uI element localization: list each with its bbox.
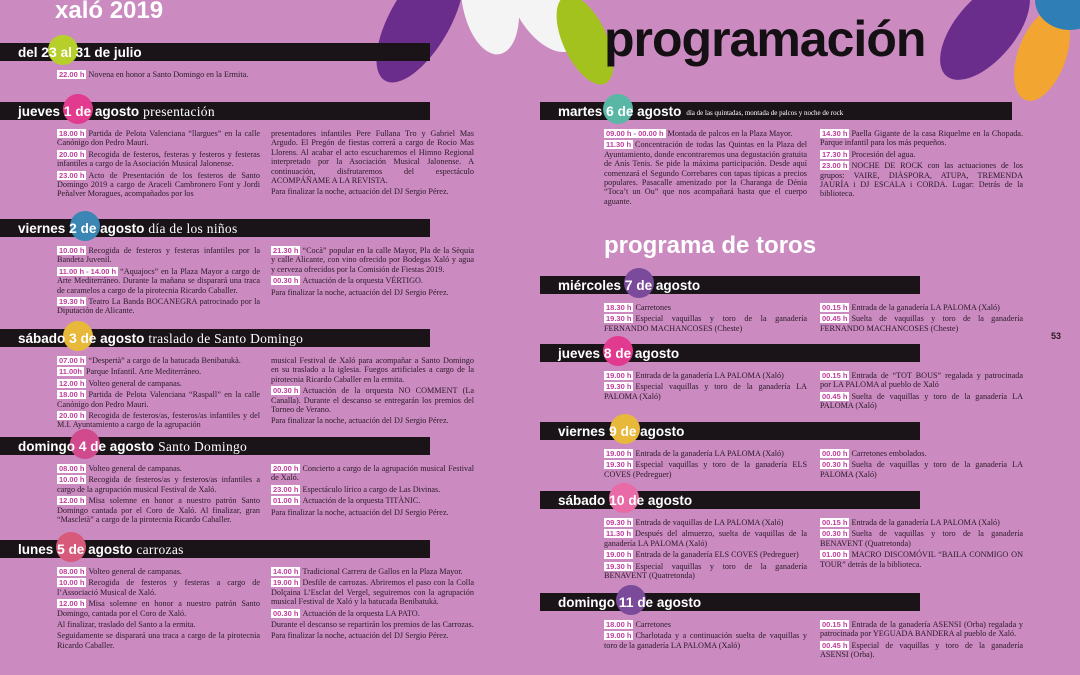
day-header-label [18, 329, 303, 347]
event-time-badge: 18.00 h [59, 129, 85, 138]
day-header-label [18, 219, 238, 237]
date-number: 11 [618, 594, 634, 610]
day-subtitle: presentación [143, 104, 215, 119]
date-suffix: de agosto [86, 439, 155, 454]
event-time-badge: 19.00 h [273, 578, 299, 588]
event-item [57, 70, 260, 79]
event-time-badge: 19.30 h [606, 460, 632, 470]
event-item [820, 161, 1023, 199]
event-time-badge: 10.00 h [59, 578, 85, 588]
event-text: Para finalizar la noche, actuación del DJ Sergio Pérez. [271, 631, 449, 641]
event-item [57, 150, 260, 169]
event-item [271, 129, 474, 185]
event-item [820, 371, 1023, 390]
date-prefix: lunes [18, 542, 58, 557]
date-suffix: de agosto [76, 221, 145, 236]
event-time-badge: 11.30 h [606, 529, 632, 539]
event-item [820, 529, 1023, 548]
event-time-badge: 19.30 h [59, 297, 85, 307]
event-item [57, 411, 260, 430]
event-time-badge: 00.15 h [822, 371, 848, 380]
event-item [604, 460, 807, 479]
event-column [604, 620, 807, 652]
event-column [820, 518, 1023, 571]
date-prefix: del [18, 45, 42, 60]
event-text: Después del almuerzo, suelta de vaquillas de la ganadería LA PALOMA (Xaló) [604, 529, 807, 548]
event-item [271, 276, 474, 285]
event-item [57, 599, 260, 618]
event-text: Especial vaquillas y toro de la ganadería FERNANDO MACHANCOSES (Cheste) [604, 314, 807, 333]
event-item [57, 578, 260, 597]
event-time-badge: 09.30 h [606, 518, 632, 527]
day-header-bar [540, 276, 920, 294]
day-header-label [18, 102, 215, 120]
event-text: Procesión del agua. [851, 149, 916, 159]
event-item [57, 464, 260, 473]
day-header-bar [0, 219, 430, 237]
event-column [820, 303, 1023, 335]
event-text: Para finalizar la noche, actuación del DJ Sergio Pérez. [271, 187, 449, 197]
event-text: Especial vaquillas y toro de la ganadería ELS COVES (Pedreguer) [604, 460, 807, 479]
event-item [57, 367, 260, 376]
event-text: Recogida de festeros, festeras y festeros y festeras infantiles a cargo de la Asociación Musical Jalonense. [57, 149, 260, 169]
event-text: Entrada de la ganadería LA PALOMA (Xaló) [635, 371, 784, 380]
event-column [271, 246, 474, 299]
event-text: NOCHE DE ROCK con las actuaciones de los grupos: VAIRE, DIÀSPORA, ATUPA, TREMENDA JAURÍA i DJ ESCALA i CORDA. Lugar: Detrás de la biblioteca. [820, 161, 1023, 199]
event-time-badge: 00.30 h [822, 460, 848, 470]
event-item [57, 267, 260, 295]
event-text: Volteo general de campanas. [88, 464, 182, 473]
day-header-bar [540, 491, 920, 509]
event-time-badge: 22.00 h [59, 70, 85, 79]
event-text: Para finalizar la noche, actuación del DJ Sergio Pérez. [271, 507, 449, 517]
event-time-badge: 11.30 h [606, 140, 632, 150]
day-header-label [558, 491, 692, 509]
date-prefix: domingo [18, 439, 79, 454]
event-column [604, 129, 807, 208]
event-text: Suelta de vaquillas y toro de la ganadería LA PALOMA (Xaló) [820, 460, 1023, 479]
date-prefix: domingo [558, 595, 619, 610]
event-time-badge: 21.30 h [273, 246, 299, 255]
event-item [57, 620, 260, 629]
day-subtitle: carrozas [136, 542, 184, 557]
event-item [57, 631, 260, 650]
event-item [271, 416, 474, 425]
event-column [271, 129, 474, 199]
event-text: Entrada de la ganadería LA PALOMA (Xaló) [635, 449, 784, 458]
event-item [57, 390, 260, 409]
event-item [820, 620, 1023, 639]
event-item [271, 578, 474, 606]
event-time-badge: 19.30 h [606, 561, 632, 571]
date-suffix: de agosto [633, 595, 702, 610]
event-text: Volteo general de campanas. [88, 567, 182, 576]
event-column [604, 371, 807, 403]
event-time-badge: 23.00 h [822, 161, 848, 171]
event-item [271, 246, 474, 274]
date-number: 7 [624, 277, 633, 293]
event-column [820, 449, 1023, 481]
event-item [604, 631, 807, 650]
event-item [604, 314, 807, 333]
event-item [57, 496, 260, 524]
event-text: “Cocà” popular en la calle Mayor, Pla de la Sèquia y calle Alicante, con vino ofrecido por Bodegas Xaló y agua y cerveza ofrecidos por la Comisión de Fiestas 2019. [271, 246, 474, 274]
day-subtitle: Santo Domingo [158, 439, 248, 454]
event-item [604, 562, 807, 581]
date-suffix: de agosto [76, 331, 145, 346]
event-text: Actuación de la orquesta NO COMMENT (La Canalla). Durante el descanso se entregarán los premios del Torneo de Verano. [271, 386, 474, 415]
event-item [271, 496, 474, 505]
event-text: MACRO DISCOMÓVIL “BAILA CONMIGO ON TOUR” detrás de la biblioteca. [820, 550, 1023, 569]
event-text: Concierto a cargo de la agrupación musical Festival de Xaló. [271, 464, 474, 483]
day-header-label [18, 437, 247, 455]
event-time-badge: 00.45 h [822, 391, 848, 401]
date-prefix: jueves [18, 104, 64, 119]
event-time-badge: 00.15 h [822, 303, 848, 312]
day-header-label [558, 276, 700, 294]
event-time-badge: 19.00 h [606, 449, 632, 458]
event-time-badge: 18.30 h [606, 303, 632, 312]
date-prefix: martes [558, 104, 607, 119]
event-item [271, 567, 474, 576]
event-text: Partida de Pelota Valenciana “Raspall” en la calle Canónigo don Pedro Mauri. [57, 390, 260, 409]
event-column [604, 449, 807, 481]
event-text: Entrada de “TOT BOUS” regalada y patrocinada por LA PALOMA al pueblo de Xaló [820, 371, 1023, 390]
day-header-label [558, 102, 843, 120]
event-item [271, 620, 474, 629]
event-item [271, 631, 474, 640]
event-text: Parque Infantil. Arte Mediterráneo. [85, 367, 202, 377]
date-suffix: de agosto [64, 542, 133, 557]
event-text: Partida de Pelota Valenciana “llargues” en la calle Canónigo don Pedro Mauri. [57, 129, 260, 148]
event-column [271, 567, 474, 643]
event-item [57, 475, 260, 494]
day-header-bar [0, 43, 430, 61]
event-time-badge: 10.00 h [59, 246, 85, 255]
event-item [820, 129, 1023, 148]
date-number: 2 [69, 220, 77, 236]
event-text: Montada de palcos en la Plaza Mayor. [667, 129, 793, 138]
event-text: Recogida de festeros/as y festeros/as infantiles a cargo de la agrupación musical Festival de Xaló. [57, 475, 260, 494]
event-item [271, 508, 474, 517]
event-item [604, 371, 807, 380]
event-time-badge: 18.00 h [606, 620, 632, 629]
event-column [57, 356, 260, 432]
event-item [271, 356, 474, 384]
date-prefix: sábado [558, 493, 610, 508]
event-time-badge: 11.00 h - 14.00 h [59, 266, 117, 276]
event-time-badge: 00.00 h [822, 449, 848, 458]
event-time-badge: 08.00 h [59, 464, 85, 473]
event-time-badge: 14.00 h [273, 567, 299, 576]
event-item [820, 314, 1023, 333]
event-time-badge: 01.00 h [822, 550, 848, 560]
page-number: 53 [1051, 331, 1062, 341]
day-header-bar [0, 102, 430, 120]
day-header-label [558, 344, 679, 362]
event-time-badge: 00.45 h [822, 640, 848, 650]
event-item [820, 150, 1023, 159]
event-text: Paella Gigante de la casa Riquelme en la Chopada. Parque infantil para los más pequeños. [820, 129, 1023, 148]
event-item [57, 356, 260, 365]
event-time-badge: 00.30 h [273, 608, 299, 618]
event-item [820, 460, 1023, 479]
event-time-badge: 19.00 h [606, 631, 632, 641]
event-time-badge: 20.00 h [59, 149, 85, 159]
event-text: Suelta de vaquillas y toro de la ganadería LA PALOMA (Xaló) [820, 391, 1023, 411]
day-header-bar [540, 102, 1012, 120]
event-time-badge: 20.00 h [59, 411, 85, 421]
event-column [604, 303, 807, 335]
date-number: 1 [63, 103, 72, 119]
date-suffix: de agosto [624, 493, 693, 508]
event-column [820, 620, 1023, 662]
event-time-badge: 00.30 h [273, 386, 299, 396]
date-prefix: viernes [18, 221, 70, 236]
day-header-bar [0, 329, 430, 347]
event-text: Para finalizar la noche, actuación del DJ Sergio Pérez. [271, 287, 449, 297]
event-text: Recogida de festeros y festeras infantiles por la Bandeta Juvenil. [57, 246, 260, 265]
day-header-bar [540, 422, 920, 440]
event-item [604, 140, 807, 206]
event-text: Acto de Presentación de los festeros de Santo Domingo 2019 a cargo de Araceli Cambronero Font y Jordi Peñalver Moragues, acompañados por los [57, 170, 260, 199]
event-text: “Aquajocs” en la Plaza Mayor a cargo de Arte Mediterráneo. Durante la mañana se disparará una traca de caramelos a cargo de la pirotecnia Ricardo Caballer. [57, 266, 260, 295]
event-text: musical Festival de Xaló para acompañar a Santo Domingo en su traslado a la iglesia. Fuegos artificiales a cargo de la pirotecnia Ricardo Caballer en la ermita. [271, 356, 474, 384]
event-item [820, 303, 1023, 312]
event-text: Novena en honor a Santo Domingo en la Ermita. [88, 70, 249, 79]
event-item [57, 567, 260, 576]
event-text: Especial vaquillas y toro de la ganadería BENAVENT (Quatretonda) [604, 561, 807, 581]
event-item [271, 187, 474, 196]
event-item [271, 288, 474, 297]
date-prefix: jueves [558, 346, 604, 361]
date-suffix: de agosto [616, 424, 685, 439]
event-column [820, 371, 1023, 413]
event-column [57, 129, 260, 201]
event-time-badge: 23.00 h [273, 484, 299, 494]
event-time-badge: 12.00 h [59, 496, 85, 506]
event-text: Durante el descanso se repartirán los premios de las Carrozas. [271, 620, 474, 630]
day-header-label [18, 43, 142, 61]
event-time-badge: 00.15 h [822, 620, 848, 629]
day-header-label [558, 593, 701, 611]
event-text: Carretones [635, 620, 671, 629]
event-time-badge: 00.15 h [822, 518, 848, 527]
date-suffix: de agosto [613, 104, 682, 119]
event-item [820, 550, 1023, 569]
event-item [271, 485, 474, 494]
event-time-badge: 12.00 h [59, 599, 85, 609]
event-time-badge: 00.45 h [822, 314, 848, 324]
day-header-bar [540, 593, 920, 611]
header-right-title: programación [604, 11, 926, 67]
event-item [604, 620, 807, 629]
date-number: 23 [41, 44, 57, 60]
event-text: Actuación de la orquesta LA PATO. [302, 608, 420, 618]
date-suffix: al 31 de julio [56, 45, 142, 60]
event-text: Al finalizar, traslado del Santo a la ermita. [57, 620, 196, 630]
event-column [57, 246, 260, 318]
event-text: Volteo general de campanas. [88, 378, 182, 388]
day-subtitle: traslado de Santo Domingo [148, 331, 304, 346]
day-subtitle: día de los niños [148, 221, 238, 236]
event-time-badge: 18.00 h [59, 390, 85, 400]
event-item [820, 449, 1023, 458]
event-item [57, 171, 260, 199]
event-time-badge: 01.00 h [273, 496, 299, 506]
event-text: Actuación de la orquesta TITÀNIC. [302, 496, 421, 506]
event-item [604, 518, 807, 527]
event-column [820, 129, 1023, 201]
event-item [57, 379, 260, 388]
event-time-badge: 19.30 h [606, 382, 632, 392]
event-item [271, 609, 474, 618]
event-item [57, 246, 260, 265]
day-header-label [558, 422, 684, 440]
event-time-badge: 19.00 h [606, 550, 632, 560]
day-header-bar [0, 540, 430, 558]
event-column [57, 567, 260, 652]
event-item [820, 641, 1023, 660]
event-text: Espectáculo lírico a cargo de Las Divinas. [302, 484, 441, 494]
event-text: Misa solemne en honor a nuestro patrón Santo Domingo cantada por el Coro de Xaló. Al finalizar, gran “Mascletà” a cargo de la pirotecnia Ricardo Caballer. [57, 496, 260, 525]
event-text: Seguidamente se disparará una traca a cargo de la pirotecnia Ricardo Caballer. [57, 631, 260, 650]
event-text: Entrada de la ganadería LA PALOMA (Xaló) [851, 303, 1000, 312]
day-header-bar [0, 437, 430, 455]
day-header-bar [540, 344, 920, 362]
event-text: presentadores infantiles Pere Fullana Tro y Gabriel Mas Argudo. El Pregón de fiestas correrá a cargo de Rocio Mas Llorens. Al acabar el acto escucharemos el Himno Regional interpretado por la Asociación Musical Jalonense. A continuación, disfrutaremos del espectáculo ACOMPÁÑAME A LA REVISTA. [271, 129, 474, 186]
date-prefix: sábado [18, 331, 70, 346]
toros-title: programa de toros [604, 232, 817, 259]
date-suffix: de agosto [632, 278, 701, 293]
event-time-badge: 14.30 h [822, 129, 848, 138]
event-item [271, 386, 474, 414]
event-item [604, 550, 807, 559]
event-text: Recogida de festeros/as, festeros/as infantiles y del M.I. Ayuntamiento a cargo de la agrupación [57, 411, 260, 430]
event-text: Entrada de la ganadería ASENSI (Orba) regalada y patrocinada por YEGUADA BANDERA al pueblo de Xaló. [820, 620, 1023, 639]
event-time-badge: 09.00 h - 00.00 h [606, 129, 664, 138]
event-text: Actuación de la orquesta VÉRTIGO. [302, 276, 423, 286]
event-item [57, 297, 260, 316]
event-text: Charlotada y a continuación suelta de vaquillas y toro de la ganadería LA PALOMA (Xaló) [604, 631, 807, 650]
event-text: Teatro La Banda BOCANEGRA patrocinado por la Diputación de Alicante. [57, 297, 260, 316]
date-number: 4 [78, 438, 87, 454]
date-suffix: de agosto [611, 346, 680, 361]
event-item [604, 382, 807, 401]
event-text: Carretones embolados. [851, 449, 927, 458]
date-prefix: viernes [558, 424, 610, 439]
event-text: Desfile de carrozas. Abriremos el paso con la Colla Dolçaina L’Esclat del Vergel, seguiremos con la agrupación musical Festival de Xaló y la batucada Benibatukà. [271, 578, 474, 607]
event-text: Recogida de festeros y festeras a cargo de l’Associació Musical de Xaló. [57, 578, 260, 597]
event-column [57, 70, 260, 81]
event-time-badge: 17.30 h [822, 149, 848, 159]
event-time-badge: 23.00 h [59, 170, 85, 180]
date-number: 6 [606, 103, 614, 119]
date-suffix: de agosto [71, 104, 140, 119]
event-time-badge: 08.00 h [59, 567, 85, 576]
date-prefix: miércoles [558, 278, 625, 293]
date-number: 10 [609, 492, 625, 508]
event-time-badge: 07.00 h [59, 356, 85, 365]
event-time-badge: 10.00 h [59, 475, 85, 485]
event-text: Carretones [635, 303, 671, 312]
event-text: Suelta de vaquillas y toro de la ganadería BENAVENT (Quatretonda) [820, 529, 1023, 548]
date-number: 8 [603, 345, 612, 361]
event-column [604, 518, 807, 582]
event-text: Especial vaquillas y toro de la ganadería LA PALOMA (Xaló) [604, 382, 807, 401]
event-text: Tradicional Carrera de Gallos en la Plaza Mayor. [302, 567, 463, 576]
date-number: 5 [57, 541, 65, 557]
day-header-label [18, 540, 184, 558]
event-item [820, 392, 1023, 411]
event-item [604, 129, 807, 138]
event-item [271, 464, 474, 483]
event-item [604, 449, 807, 458]
event-time-badge: 12.00 h [59, 378, 85, 388]
event-column [271, 356, 474, 428]
event-text: Especial de vaquillas y toro de la ganadería ASENSI (Orba). [820, 640, 1023, 660]
event-column [271, 464, 474, 519]
day-subtitle: día de las quintadas, montada de palcos y noche de rock [686, 109, 844, 117]
event-item [604, 303, 807, 312]
event-time-badge: 00.30 h [822, 529, 848, 539]
event-text: Misa solemne en honor a nuestro patrón Santo Domingo, cantada por el Coro de Xaló. [57, 599, 260, 618]
event-item [820, 518, 1023, 527]
event-text: Suelta de vaquillas y toro de la ganadería FERNANDO MACHANCOSES (Cheste) [820, 314, 1023, 333]
header-left-title: xaló 2019 [55, 0, 164, 24]
event-time-badge: 20.00 h [273, 464, 299, 473]
event-time-badge: 11.00h [59, 367, 82, 377]
event-text: Para finalizar la noche, actuación del DJ Sergio Pérez. [271, 416, 449, 426]
event-text: Entrada de la ganadería ELS COVES (Pedreguer) [635, 550, 799, 560]
event-time-badge: 00.30 h [273, 276, 299, 286]
event-text: “Despertà” a cargo de la batucada Benibatukà. [88, 356, 241, 365]
date-number: 9 [609, 423, 617, 439]
event-item [57, 129, 260, 148]
event-text: Entrada de la ganadería LA PALOMA (Xaló) [851, 518, 1000, 527]
event-time-badge: 19.30 h [606, 314, 632, 324]
event-text: Concentración de todas las Quintas en la Plaza del Ayuntamiento, donde encontraremos una degustación gratuita de Anís Tenis. Se pide la máxima participación. Desde aquí comenzará el Segundo Correbares con tapas típicas a precios populares. Pasacalle amenizado por la Charanga de Dénia “Toca’t un Ou” que nos acompañará hasta que el cuerpo aguante. [604, 140, 807, 206]
event-time-badge: 19.00 h [606, 371, 632, 380]
date-number: 3 [69, 330, 77, 346]
event-column [57, 464, 260, 526]
event-item [604, 529, 807, 548]
event-text: Entrada de vaquillas de LA PALOMA (Xaló) [635, 518, 784, 527]
